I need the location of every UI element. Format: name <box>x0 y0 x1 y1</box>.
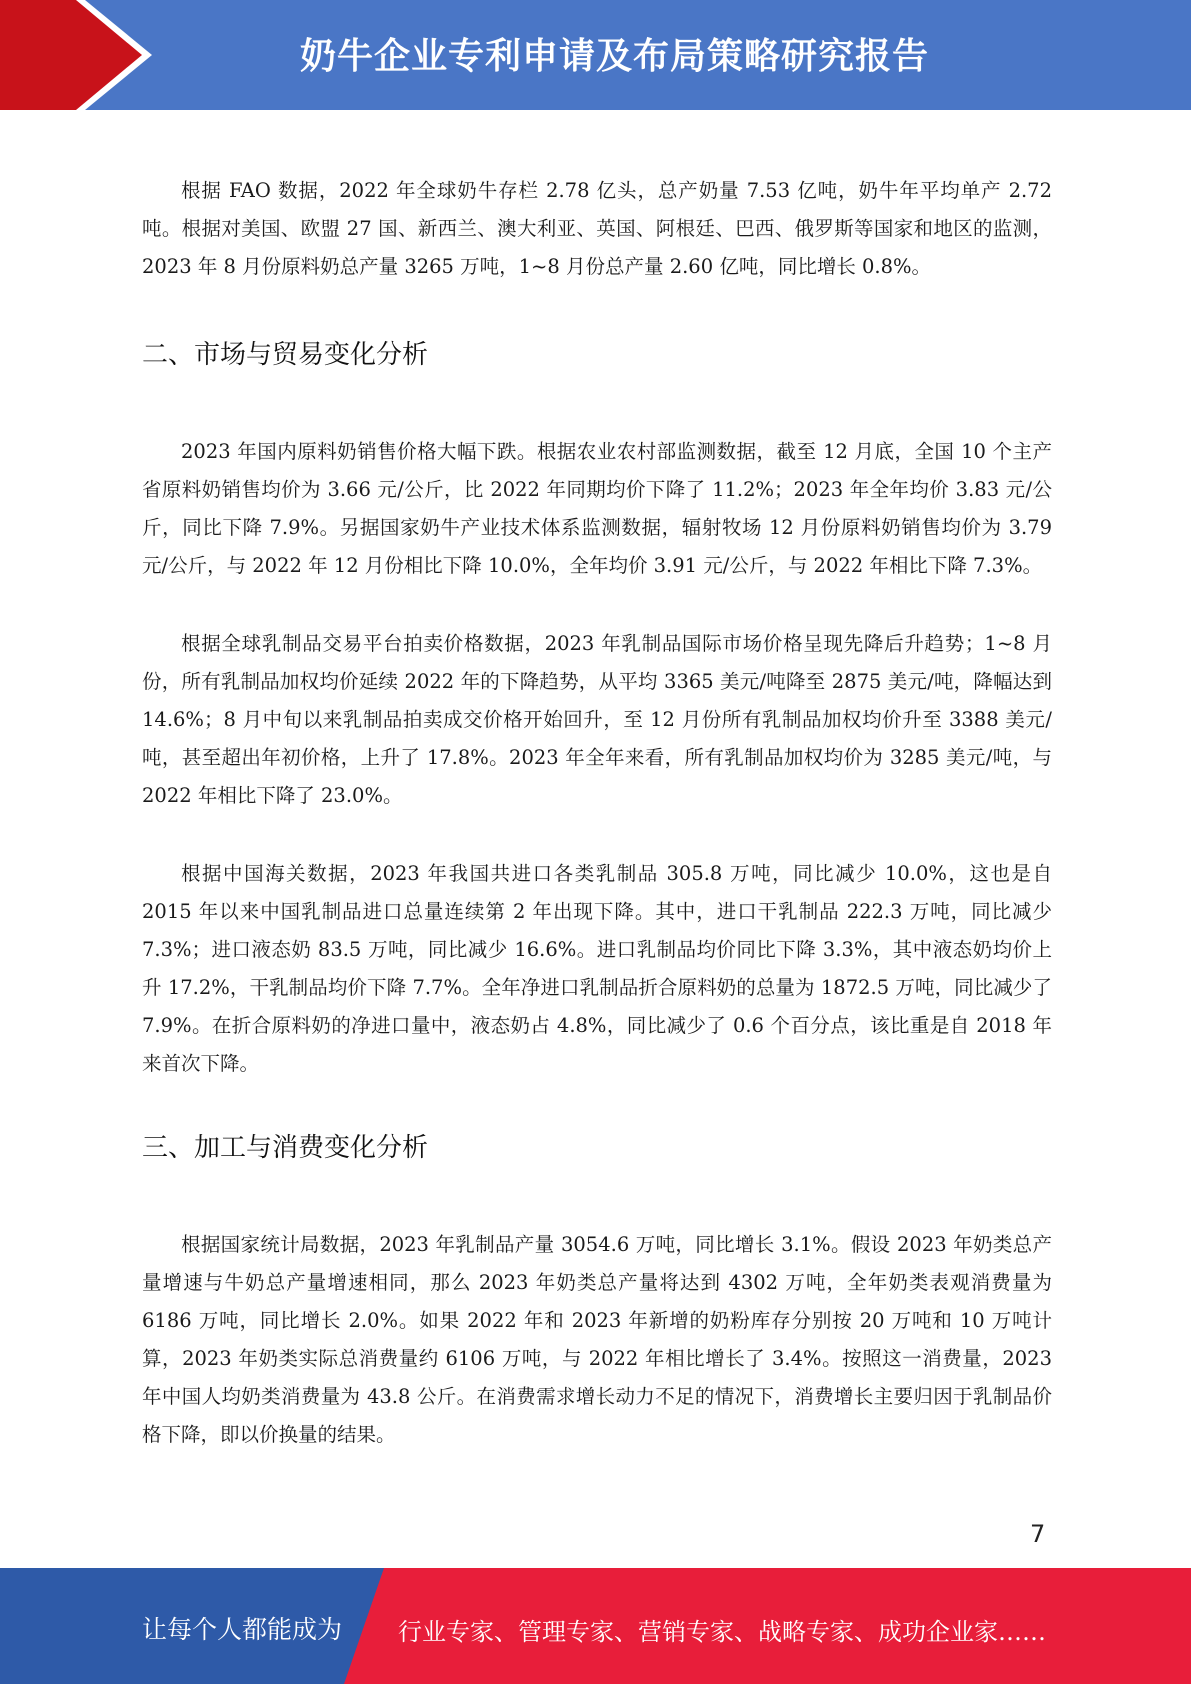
header-arrow-decoration <box>0 0 142 110</box>
report-title: 奶牛企业专利申请及布局策略研究报告 <box>300 36 930 77</box>
page-content <box>142 172 1052 1454</box>
footer-slogan-left: 让每个人都能成为 <box>142 1615 343 1644</box>
paragraph-import-data: 根据中国海关数据，2023 年我国共进口各类乳制品 305.8 万吨，同比减少 10.0%，这也是自 2015 年以来中国乳制品进口总量连续第 2 年出现下降。其中，进口干乳制品 222.3 万吨，同比减少 7.3%；进口液态奶 83.5 万吨，同比减少 16.6%。进口乳制品均价同比下降 3.3%，其中液态奶均价上升 17.2%，干乳制品均价下降 7.7%。全年净进口乳制品折合原料奶的总量为 1872.5 万吨，同比减少了 7.9%。在折合原料奶的净进口量中，液态奶占 4.8%，同比减少了 0.6 个百分点，该比重是自 2018 年来首次下降。 <box>142 862 1052 1075</box>
footer-slogan-right: 行业专家、管理专家、营销专家、战略专家、成功企业家…… <box>398 1618 1046 1646</box>
page-number: 7 <box>1030 1520 1046 1548</box>
intro-paragraph: 根据 FAO 数据，2022 年全球奶牛存栏 2.78 亿头，总产奶量 7.53 亿吨，奶牛年平均单产 2.72 吨。根据对美国、欧盟 27 国、新西兰、澳大利亚、英国、阿根廷、巴西、俄罗斯等国家和地区的监测，2023 年 8 月份原料奶总产量 3265 万吨，1~8 月份总产量 2.60 亿吨，同比增长 0.8%。 <box>142 179 1052 278</box>
paragraph-domestic-price: 2023 年国内原料奶销售价格大幅下跌。根据农业农村部监测数据，截至 12 月底，全国 10 个主产省原料奶销售均价为 3.66 元/公斤，比 2022 年同期均价下降了 11.2%；2023 年全年均价 3.83 元/公斤，同比下降 7.9%。另据国家奶牛产业技术体系监测数据，辐射牧场 12 月份原料奶销售均价为 3.79 元/公斤，与 2022 年 12 月份相比下降 10.0%，全年均价 3.91 元/公斤，与 2022 年相比下降 7.3%。 <box>142 440 1052 577</box>
section-heading-market-trade: 二、市场与贸易变化分析 <box>142 340 429 370</box>
paragraph-production-consumption: 根据国家统计局数据，2023 年乳制品产量 3054.6 万吨，同比增长 3.1%。假设 2023 年奶类总产量增速与牛奶总产量增速相同，那么 2023 年奶类总产量将达到 4302 万吨，全年奶类表观消费量为 6186 万吨，同比增长 2.0%。如果 2022 年和 2023 年新增的奶粉库存分别按 20 万吨和 10 万吨计算，2023 年奶类实际总消费量约 6106 万吨，与 2022 年相比增长了 3.4%。按照这一消费量，2023 年中国人均奶类消费量为 43.8 公斤。在消费需求增长动力不足的情况下，消费增长主要归因于乳制品价格下降，即以价换量的结果。 <box>142 1233 1052 1446</box>
footer-banner <box>0 1568 1191 1684</box>
header-banner <box>0 0 1191 110</box>
section-heading-processing-consumption: 三、加工与消费变化分析 <box>142 1133 429 1163</box>
paragraph-international-price: 根据全球乳制品交易平台拍卖价格数据，2023 年乳制品国际市场价格呈现先降后升趋势；1~8 月份，所有乳制品加权均价延续 2022 年的下降趋势，从平均 3365 美元/吨降至 2875 美元/吨，降幅达到 14.6%；8 月中旬以来乳制品拍卖成交价格开始回升，至 12 月份所有乳制品加权均价升至 3388 美元/吨，甚至超出年初价格，上升了 17.8%。2023 年全年来看，所有乳制品加权均价为 3285 美元/吨，与 2022 年相比下降了 23.0%。 <box>142 632 1052 807</box>
